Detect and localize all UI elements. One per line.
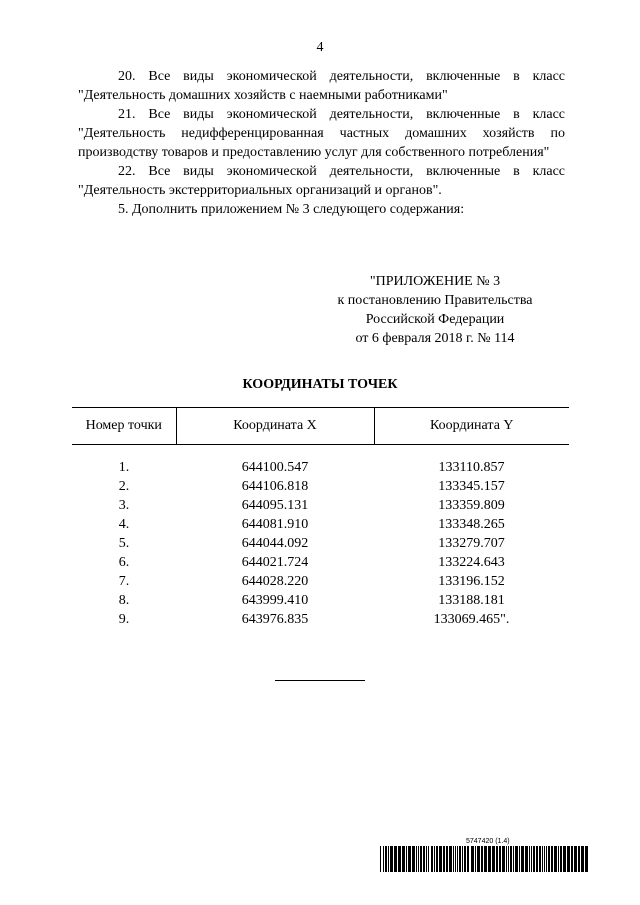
cell-coordinate-y: 133188.181: [438, 593, 505, 608]
document-code: 5747420 (1.4): [466, 838, 510, 845]
paragraph-5: 5. Дополнить приложением № 3 следующего содержания:: [118, 202, 465, 217]
table-body: [72, 445, 569, 630]
table-row: [72, 534, 569, 553]
barcode-image: [380, 846, 590, 872]
appendix-line: "ПРИЛОЖЕНИЕ № 3: [369, 274, 501, 289]
cell-coordinate-y: 133348.265: [438, 517, 505, 532]
coordinates-table: [72, 407, 569, 629]
cell-coordinate-x: 644100.547: [241, 460, 309, 475]
table-row: [72, 553, 569, 572]
cell-point-number: 7.: [118, 574, 130, 589]
cell-point-number: 8.: [118, 593, 130, 608]
cell-point-number: 2.: [118, 479, 130, 494]
table-row: [72, 572, 569, 591]
cell-coordinate-x: 643999.410: [241, 593, 309, 608]
cell-coordinate-x: 644044.092: [241, 536, 309, 551]
table-row: [72, 591, 569, 610]
cell-point-number: 3.: [118, 498, 130, 513]
paragraph-21: 21. Все виды экономической деятельности, включенные в класс "Деятельность недифференцированная частных домашних хозяйств по производству товаров и предоставлению услуг для собственного потребления": [78, 107, 565, 160]
divider-line: [275, 680, 365, 681]
table-row: [72, 610, 569, 629]
cell-coordinate-x: 644095.131: [241, 498, 309, 513]
cell-point-number: 1.: [118, 460, 130, 475]
table-row: [72, 477, 569, 496]
table-spacer: [72, 445, 569, 459]
body-text: [78, 67, 565, 219]
appendix-line: от 6 февраля 2018 г. № 114: [355, 331, 515, 346]
cell-point-number: 4.: [118, 517, 130, 532]
appendix-line: к постановлению Правительства: [337, 293, 533, 308]
header-coordinate-y: Координата Y: [374, 408, 569, 445]
cell-coordinate-y: 133110.857: [438, 460, 505, 475]
table-row: [72, 496, 569, 515]
appendix-header: [330, 272, 540, 348]
table-row: [72, 458, 569, 477]
header-coordinate-x: Координата X: [176, 408, 374, 445]
cell-point-number: 9.: [118, 612, 130, 627]
cell-coordinate-y: 133279.707: [438, 536, 505, 551]
page-number: 4: [316, 40, 324, 55]
cell-point-number: 6.: [118, 555, 130, 570]
cell-coordinate-y: 133359.809: [438, 498, 505, 513]
cell-coordinate-y: 133224.643: [438, 555, 505, 570]
cell-coordinate-y: 133069.465".: [433, 612, 510, 627]
cell-coordinate-y: 133196.152: [438, 574, 505, 589]
cell-coordinate-x: 644106.818: [241, 479, 309, 494]
header-point-number: Номер точки: [72, 408, 176, 445]
cell-coordinate-y: 133345.157: [438, 479, 505, 494]
cell-coordinate-x: 644028.220: [241, 574, 309, 589]
cell-coordinate-x: 643976.835: [241, 612, 309, 627]
cell-coordinate-x: 644021.724: [241, 555, 309, 570]
table-header-row: [72, 408, 569, 445]
appendix-line: Российской Федерации: [365, 312, 505, 327]
paragraph-22: 22. Все виды экономической деятельности, включенные в класс "Деятельность экстерриториальных организаций и органов".: [78, 164, 565, 198]
table-title: КООРДИНАТЫ ТОЧЕК: [242, 377, 398, 392]
paragraph-20: 20. Все виды экономической деятельности, включенные в класс "Деятельность домашних хозяйств с наемными работниками": [78, 69, 565, 103]
cell-coordinate-x: 644081.910: [241, 517, 309, 532]
cell-point-number: 5.: [118, 536, 130, 551]
table-row: [72, 515, 569, 534]
